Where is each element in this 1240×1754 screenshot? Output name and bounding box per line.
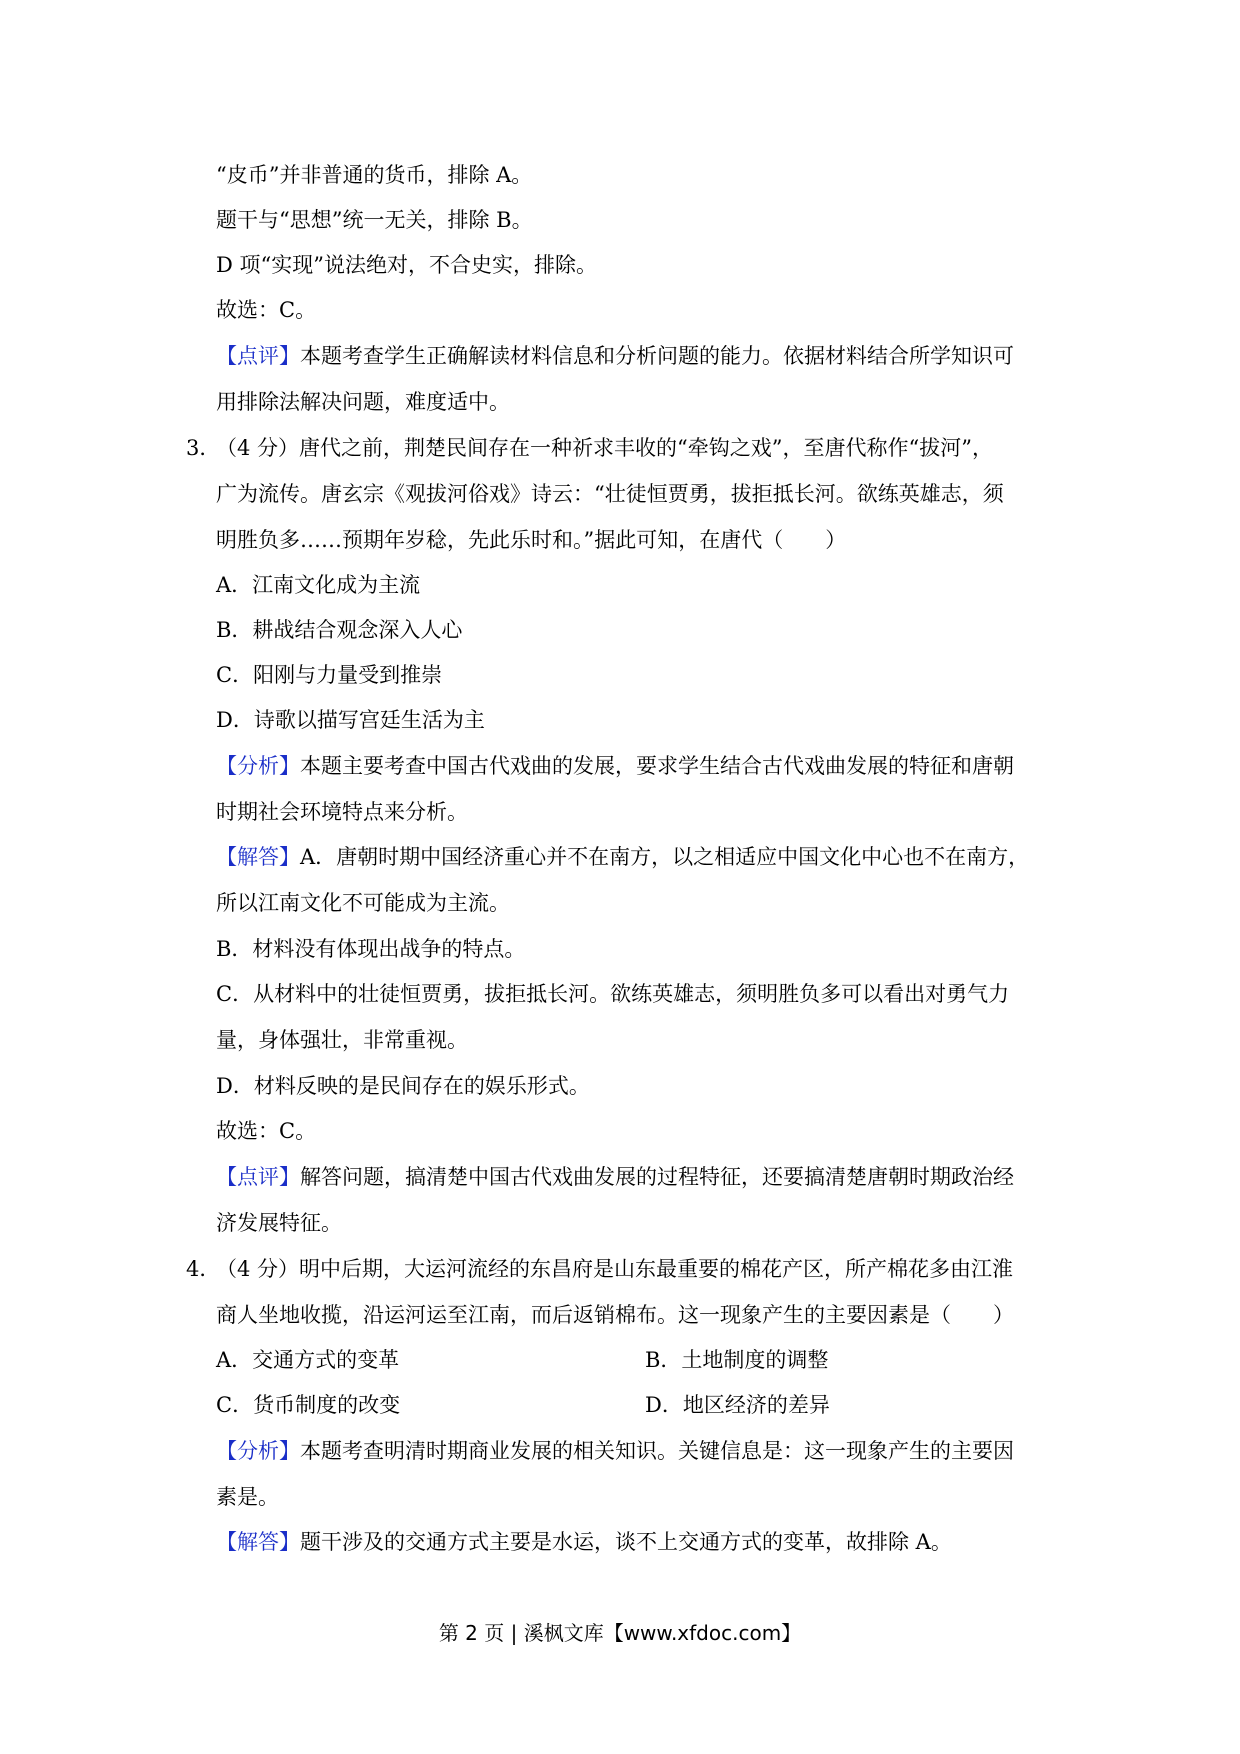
- question-stem: （4 分）唐代之前，荆楚民间存在一种祈求丰收的“牵钩之戏”，至唐代称作“拔河”，: [216, 436, 993, 460]
- text-line: C．从材料中的壮徒恒贾勇，拔拒抵长河。欲练英雄志，须明胜负多可以看出对勇气力: [216, 982, 1010, 1006]
- option-b: B．土地制度的调整: [645, 1348, 829, 1372]
- comment-text: 解答问题，搞清楚中国古代戏曲发展的过程特征，还要搞清楚唐朝时期政治经: [300, 1165, 1014, 1189]
- text-line: 故选：C。: [216, 1119, 317, 1143]
- analysis-line: [216, 1436, 1076, 1466]
- answer-tag: 【解答】: [216, 1530, 300, 1554]
- question-stem: 商人坐地收揽，沿运河运至江南，而后返销棉布。这一现象产生的主要因素是（ ）: [216, 1303, 1014, 1327]
- question-stem: 明胜负多……预期年岁稔，先此乐时和。”据此可知，在唐代（ ）: [216, 528, 847, 552]
- option-row: [216, 1390, 1076, 1420]
- option-row: [216, 1345, 1076, 1375]
- analysis-line: [216, 751, 1076, 781]
- page-footer: 第 2 页 | 溪枫文库【www.xfdoc.com】: [438, 1621, 802, 1645]
- text-line: 时期社会环境特点来分析。: [216, 800, 468, 824]
- option-c: C．货币制度的改变: [216, 1393, 401, 1417]
- option-a: A．交通方式的变革: [216, 1348, 400, 1372]
- text-line: 题干与“思想”统一无关，排除 B。: [216, 208, 533, 232]
- text-line: 用排除法解决问题，难度适中。: [216, 390, 510, 414]
- question-stem: （4 分）明中后期，大运河流经的东昌府是山东最重要的棉花产区，所产棉花多由江淮: [216, 1257, 1014, 1281]
- answer-tag: 【解答】: [216, 845, 300, 869]
- comment-line: [216, 1162, 1076, 1192]
- comment-text: 本题考查学生正确解读材料信息和分析问题的能力。依据材料结合所学知识可: [300, 344, 1014, 368]
- analysis-tag: 【分析】: [216, 754, 300, 778]
- question-number: 3．: [186, 436, 221, 460]
- text-line: D．材料反映的是民间存在的娱乐形式。: [216, 1074, 590, 1098]
- text-line: 素是。: [216, 1485, 279, 1509]
- option-d: D．诗歌以描写宫廷生活为主: [216, 708, 485, 732]
- text-line: 所以江南文化不可能成为主流。: [216, 891, 510, 915]
- analysis-text: 本题考查明清时期商业发展的相关知识。关键信息是：这一现象产生的主要因: [300, 1439, 1014, 1463]
- answer-text: 题干涉及的交通方式主要是水运，谈不上交通方式的变革，故排除 A。: [300, 1530, 952, 1554]
- option-b: B．耕战结合观念深入人心: [216, 618, 463, 642]
- text-line: 量，身体强壮，非常重视。: [216, 1028, 468, 1052]
- text-line: 故选：C。: [216, 298, 317, 322]
- analysis-text: 本题主要考查中国古代戏曲的发展，要求学生结合古代戏曲发展的特征和唐朝: [300, 754, 1014, 778]
- comment-tag: 【点评】: [216, 344, 300, 368]
- analysis-tag: 【分析】: [216, 1439, 300, 1463]
- text-line: 济发展特征。: [216, 1211, 342, 1235]
- comment-tag: 【点评】: [216, 1165, 300, 1189]
- text-line: “皮币”并非普通的货币，排除 A。: [216, 163, 533, 187]
- option-c: C．阳刚与力量受到推崇: [216, 663, 443, 687]
- comment-line: [216, 341, 1076, 371]
- option-a: A．江南文化成为主流: [216, 573, 421, 597]
- answer-line: [216, 842, 1076, 872]
- question-number: 4．: [186, 1257, 221, 1281]
- text-line: B．材料没有体现出战争的特点。: [216, 937, 526, 961]
- text-line: D 项“实现”说法绝对，不合史实，排除。: [216, 253, 597, 277]
- question-stem: 广为流传。唐玄宗《观拔河俗戏》诗云：“壮徒恒贾勇，拔拒抵长河。欲练英雄志，须: [216, 482, 1004, 506]
- answer-line: [216, 1527, 1076, 1557]
- option-d: D．地区经济的差异: [645, 1393, 830, 1417]
- answer-text: A．唐朝时期中国经济重心并不在南方，以之相适应中国文化中心也不在南方，: [300, 845, 1030, 869]
